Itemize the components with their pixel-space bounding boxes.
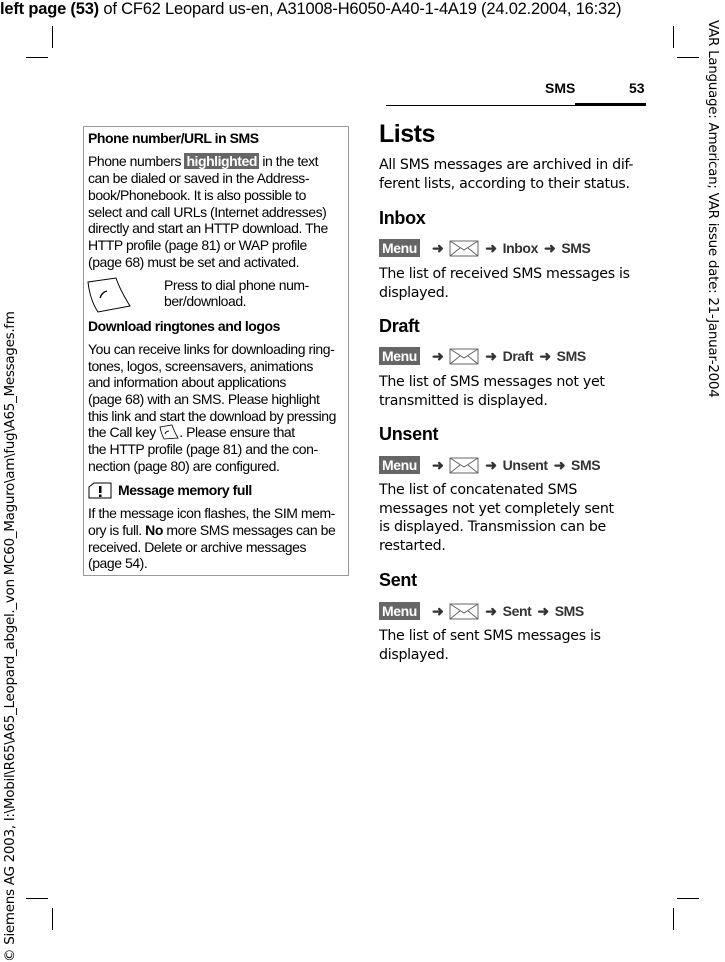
- menu-path: Menu ➜ ➜ Draft ➜ SMS: [379, 347, 586, 365]
- envelope-icon: [449, 240, 479, 257]
- arrow-icon: ➜: [537, 602, 549, 619]
- crop-mark: [677, 898, 699, 899]
- section-title: Inbox: [379, 208, 426, 228]
- envelope-icon: [449, 603, 479, 620]
- warning-icon: [88, 482, 112, 499]
- menu-path: Menu ➜ ➜ Unsent ➜ SMS: [379, 456, 600, 474]
- arrow-icon: ➜: [431, 347, 444, 364]
- call-key-icon: [159, 424, 179, 440]
- document-header: left page (53) of CF62 Leopard us-en, A31008-H6050-A40-1-4A19 (24.02.2004, 16:32): [0, 0, 622, 18]
- crop-mark: [26, 57, 48, 58]
- arrow-icon: ➜: [485, 239, 497, 256]
- menu-key: Menu: [379, 239, 420, 257]
- header-rule-thick: [575, 103, 646, 106]
- arrow-icon: ➜: [485, 456, 497, 473]
- crop-mark: [673, 908, 674, 930]
- arrow-icon: ➜: [485, 602, 497, 619]
- crop-mark: [52, 26, 53, 48]
- arrow-icon: ➜: [539, 347, 551, 364]
- menu-path: Menu ➜ ➜ Sent ➜ SMS: [379, 602, 584, 620]
- arrow-icon: ➜: [431, 239, 444, 256]
- box-title-download: Download ringtones and logos: [88, 318, 280, 334]
- crop-mark: [673, 26, 674, 48]
- side-note-left: © Siemens AG 2003, I:\Mobil\R65\A65_Leopard_abgel._von MC60_Maguro\am\fug\A65_Messages.fm: [2, 311, 18, 962]
- menu-key: Menu: [379, 602, 420, 620]
- box-title-phone-url: Phone number/URL in SMS: [88, 130, 259, 146]
- envelope-icon: [449, 348, 479, 365]
- envelope-icon: [449, 457, 479, 474]
- arrow-icon: ➜: [431, 602, 444, 619]
- menu-path: Menu ➜ ➜ Inbox ➜ SMS: [379, 239, 590, 257]
- side-note-right: VAR Language: American; VAR issue date: 21-Januar-2004: [705, 20, 721, 398]
- running-head-section: SMS: [545, 80, 576, 96]
- box-title-memory-full: Message memory full: [118, 482, 252, 498]
- arrow-icon: ➜: [553, 456, 566, 473]
- crop-mark: [26, 898, 48, 899]
- section-title: Unsent: [379, 424, 439, 444]
- menu-key: Menu: [379, 456, 420, 474]
- page-title: Lists: [379, 120, 435, 148]
- page-number: 53: [629, 80, 645, 96]
- section-title: Draft: [379, 316, 420, 336]
- arrow-icon: ➜: [543, 239, 556, 256]
- crop-mark: [677, 57, 699, 58]
- call-key-icon: [86, 276, 132, 314]
- menu-key: Menu: [379, 347, 420, 365]
- highlight-sample: highlighted: [186, 153, 257, 169]
- crop-mark: [52, 908, 53, 930]
- arrow-icon: ➜: [485, 347, 497, 364]
- arrow-icon: ➜: [431, 456, 444, 473]
- section-title: Sent: [379, 570, 417, 590]
